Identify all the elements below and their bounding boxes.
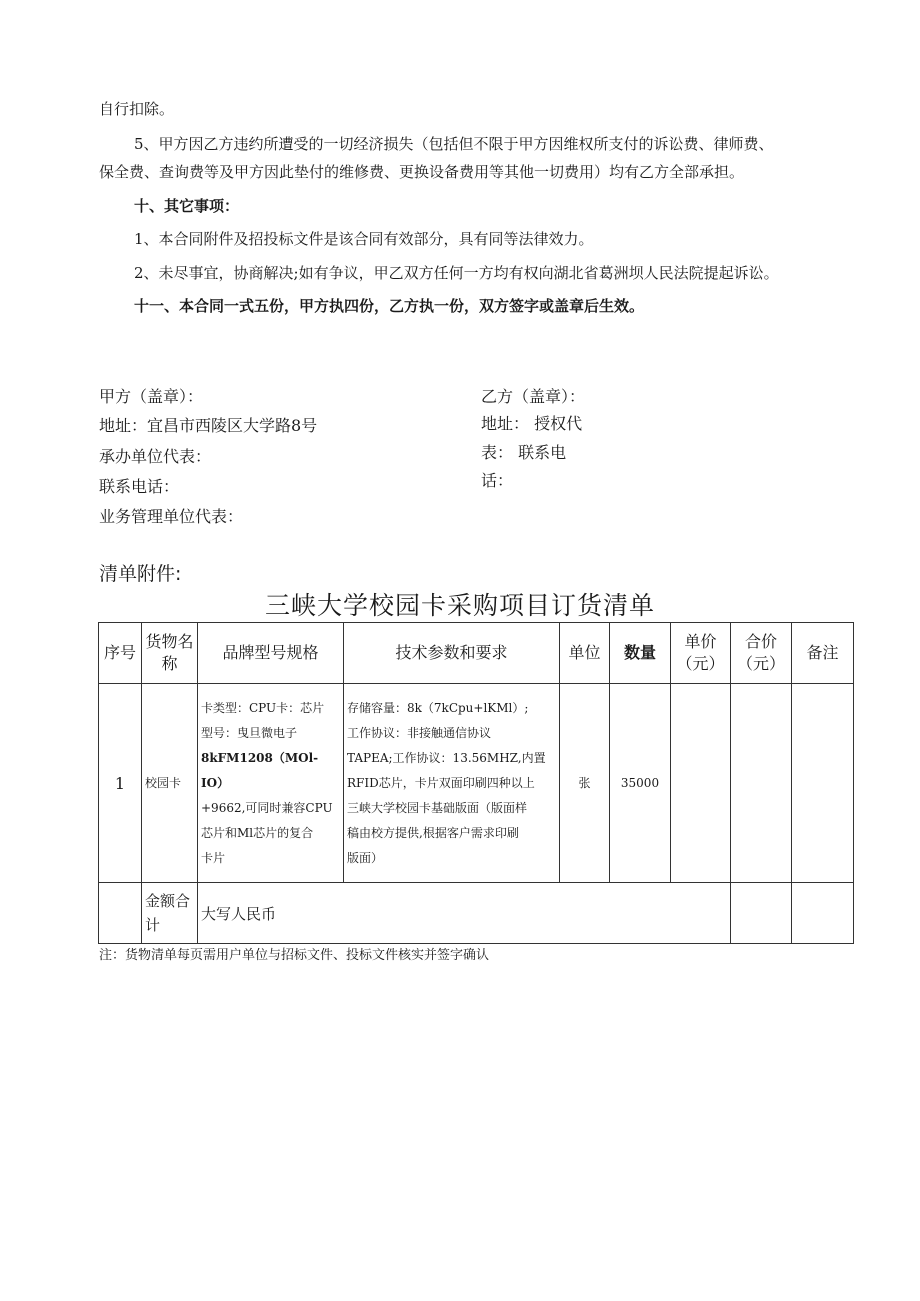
party-a-rep: 承办单位代表： [99,447,212,466]
section-heading-copies: 十一、本合同一式五份，甲方执四份，乙方执一份，双方签字或盖章后生效。 [134,297,645,315]
brand-line: 8kFM1208（MOl-IO） [201,750,319,790]
cell-spec [344,684,560,883]
header-goods-name: 货物名称 [142,623,198,684]
cell-qty: 35000 [610,684,671,883]
party-b-seal: 乙方（盖章）： [481,387,586,406]
party-a-biz-rep: 业务管理单位代表： [99,507,244,526]
text-line-clause-5-cont: 保全费、查询费等及甲方因此垫付的维修费、更换设备费用等其他一切费用）均有乙方全部承担。 [99,163,745,181]
spec-line: 三峡大学校园卡基础版面（版面样 [347,800,528,815]
attachment-label: 清单附件: [99,563,182,585]
order-list-table [98,622,854,944]
cell-remark [792,684,854,883]
brand-line: 卡类型：CPU卡：芯片 [201,700,325,715]
header-spec: 技术参数和要求 [344,623,560,684]
cell-unit-price [671,684,731,883]
table-row [99,684,854,883]
cell-total-label: 金额合计 [142,883,198,944]
header-remark: 备注 [792,623,854,684]
header-unit: 单位 [560,623,610,684]
text-line-clause-5: 5、甲方因乙方违约所遭受的一切经济损失（包括但不限于甲方因维权所支付的诉讼费、律师费、 [134,135,774,153]
header-qty: 数量 [610,623,671,684]
party-b-rep-line: 表： 联系电 [481,443,567,462]
table-total-row [99,883,854,944]
order-list-title: 三峡大学校园卡采购项目订货清单 [264,591,655,620]
spec-line: TAPEA;工作协议：13.56MHZ,内置 [347,750,546,765]
brand-line: 芯片和Ml芯片的复合 [201,825,314,840]
party-a-seal: 甲方（盖章）： [99,387,204,406]
cell-total-price [731,684,792,883]
party-b-phone-line: 话： [481,471,514,490]
cell-brand [198,684,344,883]
cell-total-amount: 大写人民币 [198,883,731,944]
text-line-item-1: 1、本合同附件及招投标文件是该合同有效部分，具有同等法律效力。 [134,230,594,248]
party-a-address: 地址：宜昌市西陵区大学路8号 [99,416,318,435]
header-unit-price: 单价（元） [671,623,731,684]
table-header-row [99,623,854,684]
spec-line: RFID芯片，卡片双面印刷四种以上 [347,775,535,790]
cell-total-remark-empty [792,883,854,944]
spec-line: 存储容量：8k（7kCpu+lKMl）; [347,700,529,715]
cell-goods-name: 校园卡 [142,684,198,883]
brand-line: 型号：曳旦微电子 [201,725,298,740]
cell-total-price-empty [731,883,792,944]
cell-seq: 1 [99,684,142,883]
spec-line: 版面） [347,850,384,865]
header-total-price: 合价（元） [731,623,792,684]
party-b-address-line: 地址： 授权代 [481,414,583,433]
cell-unit: 张 [560,684,610,883]
header-seq: 序号 [99,623,142,684]
cell-total-seq [99,883,142,944]
table-note: 注：货物清单每页需用户单位与招标文件、投标文件核实并签字确认 [99,948,490,963]
section-heading-other-matters: 十、其它事项： [134,197,240,215]
text-line-deduction: 自行扣除。 [99,100,175,118]
spec-line: 工作协议：非接触通信协议 [347,725,492,740]
party-a-phone: 联系电话： [99,477,180,496]
brand-line: +9662,可同时兼容CPU [201,800,333,815]
brand-line: 卡片 [201,850,226,865]
header-brand: 品牌型号规格 [198,623,344,684]
spec-line: 稿由校方提供,根据客户需求印刷 [347,825,519,840]
text-line-item-2: 2、未尽事宜，协商解决;如有争议，甲乙双方任何一方均有权向湖北省葛洲坝人民法院提起诉讼。 [134,264,779,282]
